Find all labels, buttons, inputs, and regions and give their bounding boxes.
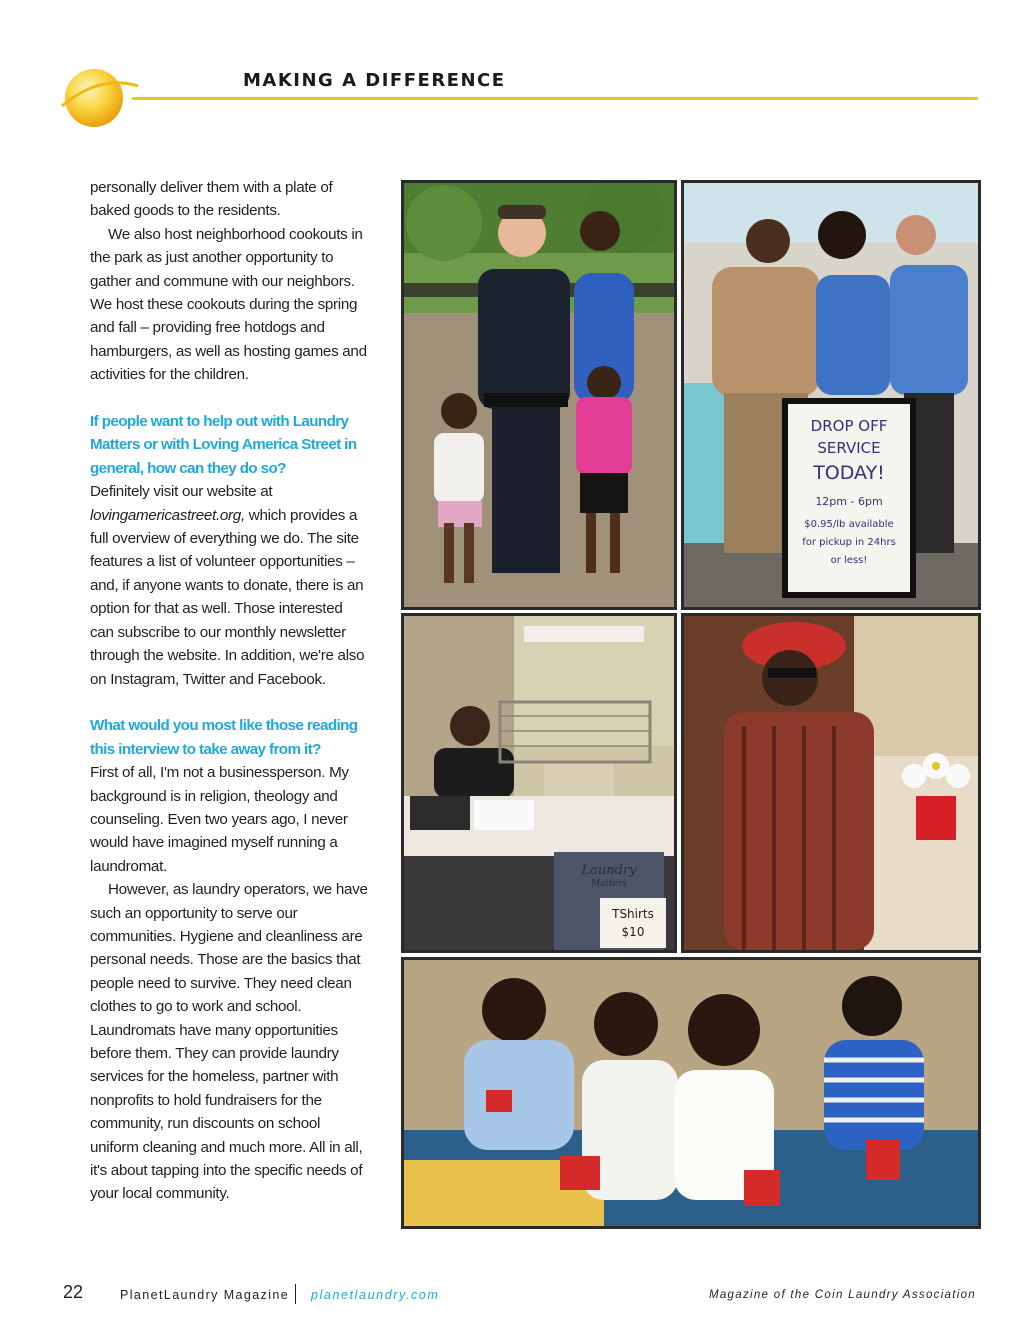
website-reference: lovingamericastreet.org, <box>90 506 245 524</box>
planet-icon <box>60 64 140 130</box>
paragraph: personally deliver them with a plate of baked goods to the residents. <box>90 179 333 220</box>
sign-line: TODAY! <box>813 462 885 484</box>
photo-officer-with-children <box>401 180 677 610</box>
photo-laundromat-desk <box>401 613 677 953</box>
footer-divider <box>295 1284 296 1304</box>
paragraph-text: which provides a full overview of everything we do. The site features a list of volunteer opportunities – and, if anyone wants to donate, there is an option for that as well. Those interested can subscribe to our monthly newsletter through the website. In addition, we're also on Instagram, Twitter and Facebook. <box>90 506 365 688</box>
sign-line: 12pm - 6pm <box>815 495 883 508</box>
header-rule <box>132 97 978 100</box>
tshirt-price-sign: $10 <box>621 925 645 939</box>
sign-line: DROP OFF <box>810 417 888 435</box>
paragraph: However, as laundry operators, we have such an opportunity to serve our communities. Hygiene and cleanliness are personal needs. Those are the basics that people need to survive. They need clean clothes to go to work and school. Laundromats have many opportunities before them. They can provide laundry services for the homeless, partner with nonprofits to hold fundraisers for the community, run discounts on school uniform cleaning and much more. All in all, it's about tapping into the specific needs of your local community. <box>90 881 368 1203</box>
sign-line: SERVICE <box>817 439 881 457</box>
photo-man-with-flowers <box>681 613 981 953</box>
sign-line: for pickup in 24hrs <box>802 537 896 548</box>
question-heading: What would you most like those reading this interview to take away from it? <box>90 717 358 758</box>
tshirt-price-sign: TShirts <box>612 907 654 921</box>
paragraph: First of all, I'm not a businessperson. My background is in religion, theology and counseling. Even two years ago, I never would have imagined myself running a laundromat. <box>90 764 349 875</box>
question-heading: If people want to help out with Laundry Matters or with Loving America Street in general, how can they do so? <box>90 413 357 477</box>
paragraph-text: Definitely visit our website at <box>90 483 273 501</box>
website-link[interactable]: planetlaundry.com <box>311 1288 440 1302</box>
sign-line: $0.95/lb available <box>804 519 894 530</box>
article-body <box>90 176 368 1206</box>
photo-children-picnic <box>401 957 981 1229</box>
paragraph <box>90 480 368 691</box>
footer-tagline: Magazine of the Coin Laundry Association <box>708 1289 976 1301</box>
shirt-logo-text: Matters <box>590 879 628 889</box>
shirt-logo-text: Laundry <box>581 863 637 878</box>
sign-line: or less! <box>830 555 868 566</box>
paragraph: We also host neighborhood cookouts in the park as just another opportunity to gather and commune with our neighbors. We host these cookouts during the spring and fall – providing free hotdogs and hamburgers, as well as hosting games and activities for the children. <box>90 225 367 384</box>
photo-drop-off-sign <box>681 180 981 610</box>
page-number: 22 <box>63 1282 84 1302</box>
section-title: MAKING A DIFFERENCE <box>243 70 506 91</box>
magazine-name: PlanetLaundry Magazine <box>120 1288 290 1302</box>
